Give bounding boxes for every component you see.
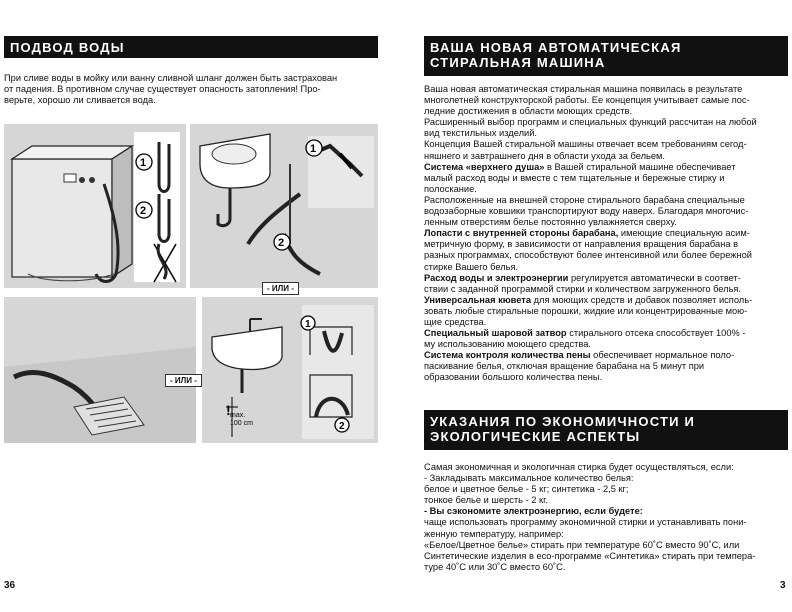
max-height-label: 100 cm bbox=[230, 420, 253, 427]
body-line: Система контроля количества пены обеспечивает нормальное поло- bbox=[424, 350, 735, 361]
basin-max-drawing bbox=[202, 297, 378, 443]
body-line: паскивание белья, отключая вращение барабана на 5 минут при bbox=[424, 361, 705, 372]
body-line: водозаборные ковшики транспортируют воду наверх. Благодаря многочис- bbox=[424, 206, 749, 217]
eco-line: туре 40˚С или 30˚С вместо 60˚С. bbox=[424, 561, 566, 572]
left-heading: ПОДВОД ВОДЫ bbox=[10, 40, 125, 55]
right-heading2-line1: УКАЗАНИЯ ПО ЭКОНОМИЧНОСТИ И bbox=[430, 414, 696, 429]
eco-line: Самая экономичная и экологичная стирка будет осуществляться, если: bbox=[424, 462, 734, 472]
intro-line: верьте, хорошо ли сливается вода. bbox=[4, 95, 156, 106]
body-line: Расход воды и электроэнергии регулируется автоматически в соответ- bbox=[424, 272, 741, 283]
eco-line: женную температуру, например: bbox=[424, 528, 564, 539]
callout-5: 1 bbox=[305, 319, 311, 330]
body-line: стирке Вашего белья. bbox=[424, 261, 519, 272]
body-line: ледние достижения в области моющих средств. bbox=[424, 106, 633, 117]
callout-3: 1 bbox=[310, 143, 317, 155]
eco-line: чаще использовать программу экономичной стирки и устанавливать пони- bbox=[424, 517, 747, 528]
body-line: Концепция Вашей стиральной машины отвечает всем требованиям сегод- bbox=[424, 139, 747, 150]
callout-2: 2 bbox=[140, 205, 147, 217]
left-heading-bar bbox=[4, 36, 378, 58]
body-line: Расширенный выбор программ и специальных функций рассчитан на любой bbox=[424, 117, 757, 128]
body-line: Расположенные на внешней стороне стирального барабана специальные bbox=[424, 194, 745, 205]
body-line: зовать любые стиральные порошки, жидкие или концентрированные мою- bbox=[424, 305, 748, 316]
eco-line: тонкое белье и шерсть - 2 кг. bbox=[424, 495, 548, 506]
intro-line: от падения. В противном случае существует опасность затопления! Про- bbox=[4, 84, 321, 95]
body-line: няшнего и завтрашнего дня в области ухода за бельем. bbox=[424, 150, 666, 161]
body-line: Ваша новая автоматическая стиральная машина появилась в результате bbox=[424, 84, 743, 94]
or-label-top: - ИЛИ - bbox=[262, 282, 299, 295]
eco-line: - Закладывать максимальное количество белья: bbox=[424, 473, 634, 484]
floor-drain-drawing bbox=[4, 297, 196, 443]
eco-body bbox=[424, 462, 788, 573]
right-heading2-line2: ЭКОЛОГИЧЕСКИЕ АСПЕКТЫ bbox=[430, 429, 641, 444]
illustration-basin-max bbox=[202, 297, 378, 443]
left-intro bbox=[4, 73, 380, 106]
body-line: Лопасти с внутренней стороны барабана, имеющие специальную асим- bbox=[424, 228, 750, 239]
eco-line: «Белое/Цветное белье» стирать при температуре 60˚С вместо 90˚С, или bbox=[424, 539, 740, 550]
illustration-floor-drain bbox=[4, 297, 196, 443]
or-label-bottom: - ИЛИ - bbox=[165, 374, 202, 387]
right-heading-line2: СТИРАЛЬНАЯ МАШИНА bbox=[430, 55, 606, 70]
svg-text:!: ! bbox=[226, 402, 231, 418]
right-heading-line1: ВАША НОВАЯ АВТОМАТИЧЕСКАЯ bbox=[430, 40, 682, 55]
body-line: многолетней конструкторской работы. Ее концепция учитывает самые пос- bbox=[424, 95, 750, 106]
body-line: разных программах, способствуют более интенсивной или более бережной bbox=[424, 250, 752, 261]
callout-6: 2 bbox=[339, 421, 345, 432]
body-line: Система «верхнего душа» в Вашей стиральной машине обеспечивает bbox=[424, 161, 736, 172]
illustration-machine-hose bbox=[4, 124, 186, 288]
body-line: ленным отверстиям белье постоянно увлажняется сверху. bbox=[424, 217, 677, 228]
eco-line: белое и цветное белье - 5 кг; синтетика - 2,5 кг; bbox=[424, 484, 629, 495]
body-line: Специальный шаровой затвор стирального отсека способствует 100% - bbox=[424, 328, 746, 339]
max-label: max. bbox=[230, 412, 246, 419]
illustration-basin-hose bbox=[190, 124, 378, 288]
body-line: малый расход воды и вместе с тем тщательные и бережные стирку и bbox=[424, 172, 725, 183]
eco-line: - Вы сэкономите электроэнергию, если будете: bbox=[424, 506, 643, 517]
body-line: метричную форму, в зависимости от направления вращения барабана в bbox=[424, 239, 739, 250]
right-body bbox=[424, 84, 788, 384]
body-line: ствии с заданной программой стирки и количеством загруженного белья. bbox=[424, 283, 742, 294]
body-line: образовании большого количества пены. bbox=[424, 372, 603, 383]
right-heading2-bar bbox=[424, 410, 788, 450]
body-line: полоскание. bbox=[424, 183, 477, 194]
left-page-number: 36 bbox=[4, 580, 16, 591]
eco-line: Синтетические изделия в eco-программе «Синтетика» стирать при темпера- bbox=[424, 550, 756, 561]
body-line: вид текстильных изделий. bbox=[424, 128, 537, 139]
body-line: му использованию моющего средства. bbox=[424, 339, 591, 350]
right-heading-bar bbox=[424, 36, 788, 76]
callout-1: 1 bbox=[140, 157, 147, 169]
body-line: щие средства. bbox=[424, 316, 487, 327]
right-page-number: 3 bbox=[780, 580, 786, 591]
body-line: Универсальная кювета для моющих средств и добавок позволяет исполь- bbox=[424, 294, 753, 305]
machine-hose-drawing bbox=[4, 124, 186, 288]
intro-line: При сливе воды в мойку или ванну сливной шланг должен быть застрахован bbox=[4, 73, 338, 83]
basin-hose-drawing bbox=[190, 124, 378, 288]
callout-4: 2 bbox=[278, 237, 285, 249]
